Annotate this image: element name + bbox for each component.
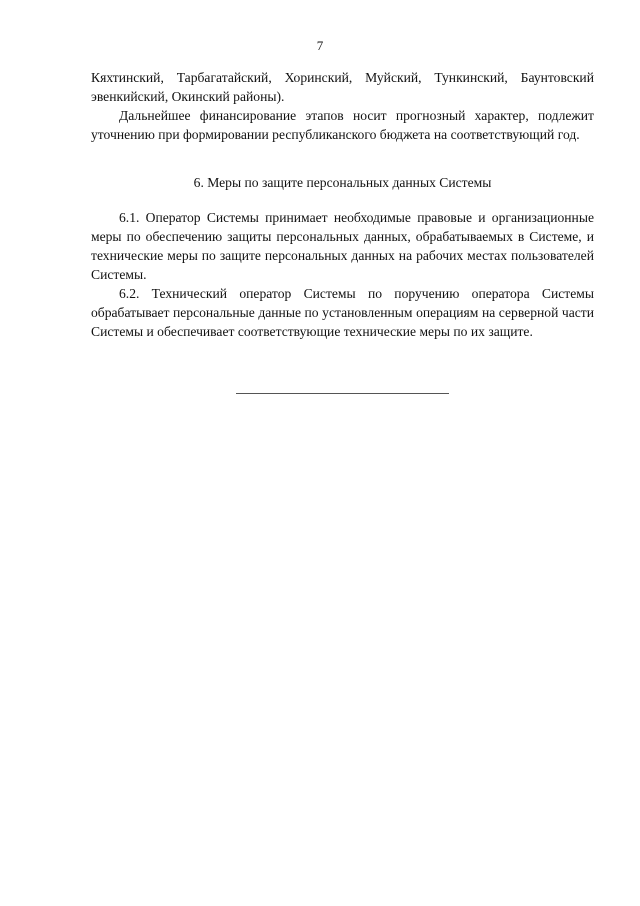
financing-paragraph: Дальнейшее финансирование этапов носит прогнозный характер, подлежит уточнению при формировании республиканского бюджета на соответствующий год. <box>91 108 594 142</box>
end-of-document-rule <box>236 393 449 394</box>
page-number: 7 <box>316 38 324 53</box>
intro-block <box>91 68 594 144</box>
districts-list-continuation: Кяхтинский, Тарбагатайский, Хоринский, Муйский, Тункинский, Баунтовский эвенкийский, Окинский районы). <box>91 70 594 104</box>
section-body <box>91 208 594 341</box>
paragraph-6-1: 6.1. Оператор Системы принимает необходимые правовые и организационные меры по обеспечению защиты персональных данных, обрабатываемых в Системе, и технические меры по защите персональных данных на рабочих местах пользователей Системы. <box>91 210 594 282</box>
paragraph-6-2: 6.2. Технический оператор Системы по поручению оператора Системы обрабатывает персональные данные по установленным операциям на серверной части Системы и обеспечивает соответствующие технические меры по их защите. <box>91 286 594 339</box>
section-heading: 6. Меры по защите персональных данных Системы <box>193 175 492 190</box>
